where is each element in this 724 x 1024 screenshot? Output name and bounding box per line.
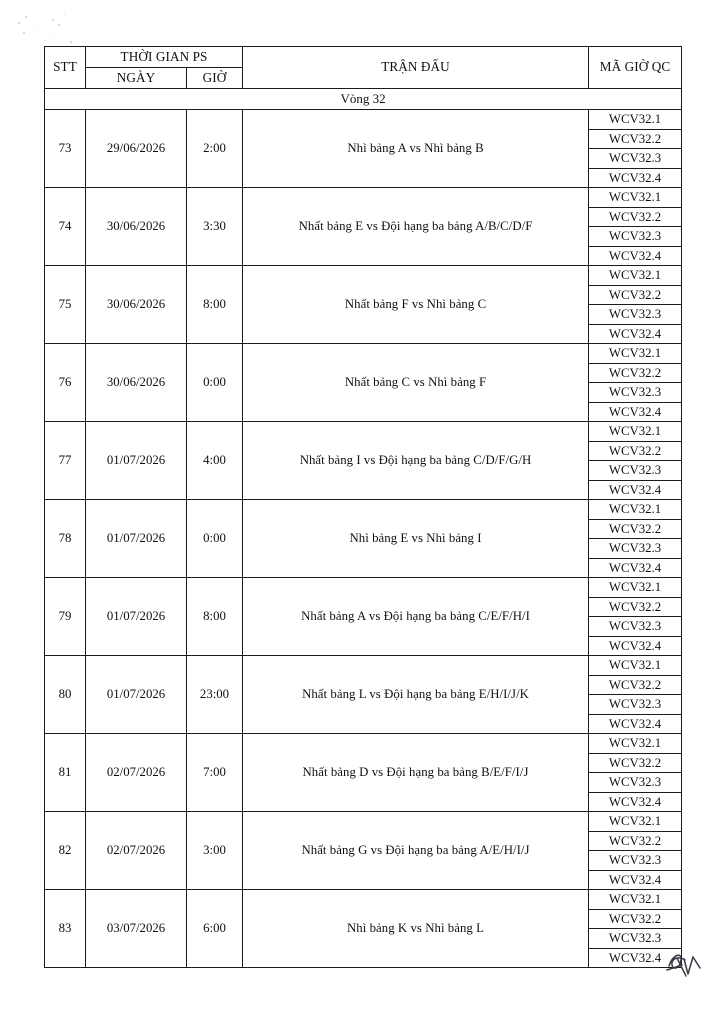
cell-ma-gio-qc: WCV32.2 xyxy=(589,441,682,461)
cell-ma-gio-qc: WCV32.4 xyxy=(589,948,682,968)
column-header-tran-dau: TRẬN ĐẤU xyxy=(243,47,589,89)
round-banner-row xyxy=(45,89,682,110)
cell-gio: 23:00 xyxy=(187,656,243,734)
cell-ma-gio-qc: WCV32.2 xyxy=(589,909,682,929)
cell-stt: 83 xyxy=(45,890,86,968)
cell-ma-gio-qc: WCV32.1 xyxy=(589,422,682,442)
cell-ngay: 02/07/2026 xyxy=(86,812,187,890)
cell-ma-gio-qc: WCV32.1 xyxy=(589,890,682,910)
cell-stt: 75 xyxy=(45,266,86,344)
cell-ma-gio-qc: WCV32.2 xyxy=(589,285,682,305)
cell-ma-gio-qc: WCV32.4 xyxy=(589,792,682,812)
cell-gio: 3:30 xyxy=(187,188,243,266)
header-row-top xyxy=(45,47,682,68)
table-row xyxy=(45,578,682,598)
cell-gio: 0:00 xyxy=(187,500,243,578)
cell-ma-gio-qc: WCV32.1 xyxy=(589,500,682,520)
cell-gio: 4:00 xyxy=(187,422,243,500)
cell-ma-gio-qc: WCV32.2 xyxy=(589,597,682,617)
table-row xyxy=(45,890,682,910)
table-row xyxy=(45,422,682,442)
cell-ngay: 01/07/2026 xyxy=(86,500,187,578)
schedule-document xyxy=(44,46,681,968)
cell-tran-dau: Nhất bảng F vs Nhì bảng C xyxy=(243,266,589,344)
cell-tran-dau: Nhất bảng I vs Đội hạng ba bảng C/D/F/G/H xyxy=(243,422,589,500)
cell-tran-dau: Nhất bảng C vs Nhì bảng F xyxy=(243,344,589,422)
cell-ma-gio-qc: WCV32.2 xyxy=(589,519,682,539)
table-row xyxy=(45,266,682,286)
cell-ma-gio-qc: WCV32.3 xyxy=(589,851,682,871)
cell-ngay: 03/07/2026 xyxy=(86,890,187,968)
column-header-gio: GIỜ xyxy=(187,68,243,89)
cell-ma-gio-qc: WCV32.2 xyxy=(589,363,682,383)
cell-ma-gio-qc: WCV32.4 xyxy=(589,558,682,578)
cell-gio: 8:00 xyxy=(187,578,243,656)
cell-stt: 82 xyxy=(45,812,86,890)
table-row xyxy=(45,500,682,520)
column-header-thoi-gian-ps: THỜI GIAN PS xyxy=(86,47,243,68)
cell-gio: 8:00 xyxy=(187,266,243,344)
table-row xyxy=(45,188,682,208)
cell-ma-gio-qc: WCV32.1 xyxy=(589,188,682,208)
cell-ma-gio-qc: WCV32.2 xyxy=(589,753,682,773)
cell-stt: 73 xyxy=(45,110,86,188)
cell-tran-dau: Nhất bảng D vs Đội hạng ba bảng B/E/F/I/J xyxy=(243,734,589,812)
cell-ma-gio-qc: WCV32.3 xyxy=(589,305,682,325)
cell-ma-gio-qc: WCV32.3 xyxy=(589,617,682,637)
cell-ma-gio-qc: WCV32.4 xyxy=(589,402,682,422)
cell-gio: 6:00 xyxy=(187,890,243,968)
cell-gio: 0:00 xyxy=(187,344,243,422)
cell-tran-dau: Nhì bảng K vs Nhì bảng L xyxy=(243,890,589,968)
cell-tran-dau: Nhất bảng L vs Đội hạng ba bảng E/H/I/J/K xyxy=(243,656,589,734)
column-header-stt: STT xyxy=(45,47,86,89)
table-row xyxy=(45,734,682,754)
cell-stt: 79 xyxy=(45,578,86,656)
cell-gio: 3:00 xyxy=(187,812,243,890)
cell-stt: 78 xyxy=(45,500,86,578)
cell-tran-dau: Nhì bảng E vs Nhì bảng I xyxy=(243,500,589,578)
cell-stt: 81 xyxy=(45,734,86,812)
cell-ngay: 30/06/2026 xyxy=(86,344,187,422)
cell-ma-gio-qc: WCV32.2 xyxy=(589,831,682,851)
column-header-ngay: NGÀY xyxy=(86,68,187,89)
cell-ngay: 01/07/2026 xyxy=(86,656,187,734)
cell-ngay: 30/06/2026 xyxy=(86,188,187,266)
cell-ngay: 02/07/2026 xyxy=(86,734,187,812)
cell-ma-gio-qc: WCV32.4 xyxy=(589,714,682,734)
cell-ma-gio-qc: WCV32.3 xyxy=(589,695,682,715)
cell-ngay: 29/06/2026 xyxy=(86,110,187,188)
cell-ma-gio-qc: WCV32.1 xyxy=(589,734,682,754)
cell-ma-gio-qc: WCV32.3 xyxy=(589,539,682,559)
table-header xyxy=(45,47,682,89)
cell-tran-dau: Nhất bảng G vs Đội hạng ba bảng A/E/H/I/J xyxy=(243,812,589,890)
cell-ngay: 01/07/2026 xyxy=(86,578,187,656)
table-row xyxy=(45,812,682,832)
cell-ma-gio-qc: WCV32.4 xyxy=(589,870,682,890)
cell-ma-gio-qc: WCV32.1 xyxy=(589,110,682,130)
cell-ngay: 01/07/2026 xyxy=(86,422,187,500)
cell-stt: 76 xyxy=(45,344,86,422)
cell-ma-gio-qc: WCV32.1 xyxy=(589,344,682,364)
cell-stt: 80 xyxy=(45,656,86,734)
cell-ma-gio-qc: WCV32.3 xyxy=(589,383,682,403)
table-row xyxy=(45,110,682,130)
cell-gio: 7:00 xyxy=(187,734,243,812)
table-row xyxy=(45,656,682,676)
column-header-ma-gio-qc: MÃ GIỜ QC xyxy=(589,47,682,89)
cell-ma-gio-qc: WCV32.4 xyxy=(589,168,682,188)
cell-ma-gio-qc: WCV32.2 xyxy=(589,129,682,149)
match-schedule-table xyxy=(44,46,682,968)
cell-ma-gio-qc: WCV32.3 xyxy=(589,773,682,793)
cell-ma-gio-qc: WCV32.2 xyxy=(589,675,682,695)
cell-tran-dau: Nhất bảng E vs Đội hạng ba bảng A/B/C/D/F xyxy=(243,188,589,266)
scan-artifact-specks xyxy=(14,10,104,48)
round-banner: Vòng 32 xyxy=(45,89,682,110)
cell-ma-gio-qc: WCV32.3 xyxy=(589,227,682,247)
cell-ma-gio-qc: WCV32.2 xyxy=(589,207,682,227)
cell-ma-gio-qc: WCV32.1 xyxy=(589,266,682,286)
cell-ma-gio-qc: WCV32.1 xyxy=(589,656,682,676)
cell-ma-gio-qc: WCV32.4 xyxy=(589,246,682,266)
cell-stt: 74 xyxy=(45,188,86,266)
cell-ma-gio-qc: WCV32.3 xyxy=(589,929,682,949)
cell-stt: 77 xyxy=(45,422,86,500)
table-body xyxy=(45,89,682,968)
cell-tran-dau: Nhất bảng A vs Đội hạng ba bảng C/E/F/H/I xyxy=(243,578,589,656)
cell-ngay: 30/06/2026 xyxy=(86,266,187,344)
cell-ma-gio-qc: WCV32.4 xyxy=(589,636,682,656)
cell-ma-gio-qc: WCV32.4 xyxy=(589,480,682,500)
cell-ma-gio-qc: WCV32.1 xyxy=(589,812,682,832)
cell-ma-gio-qc: WCV32.4 xyxy=(589,324,682,344)
table-row xyxy=(45,344,682,364)
cell-ma-gio-qc: WCV32.3 xyxy=(589,149,682,169)
cell-tran-dau: Nhì bảng A vs Nhì bảng B xyxy=(243,110,589,188)
cell-gio: 2:00 xyxy=(187,110,243,188)
cell-ma-gio-qc: WCV32.3 xyxy=(589,461,682,481)
cell-ma-gio-qc: WCV32.1 xyxy=(589,578,682,598)
